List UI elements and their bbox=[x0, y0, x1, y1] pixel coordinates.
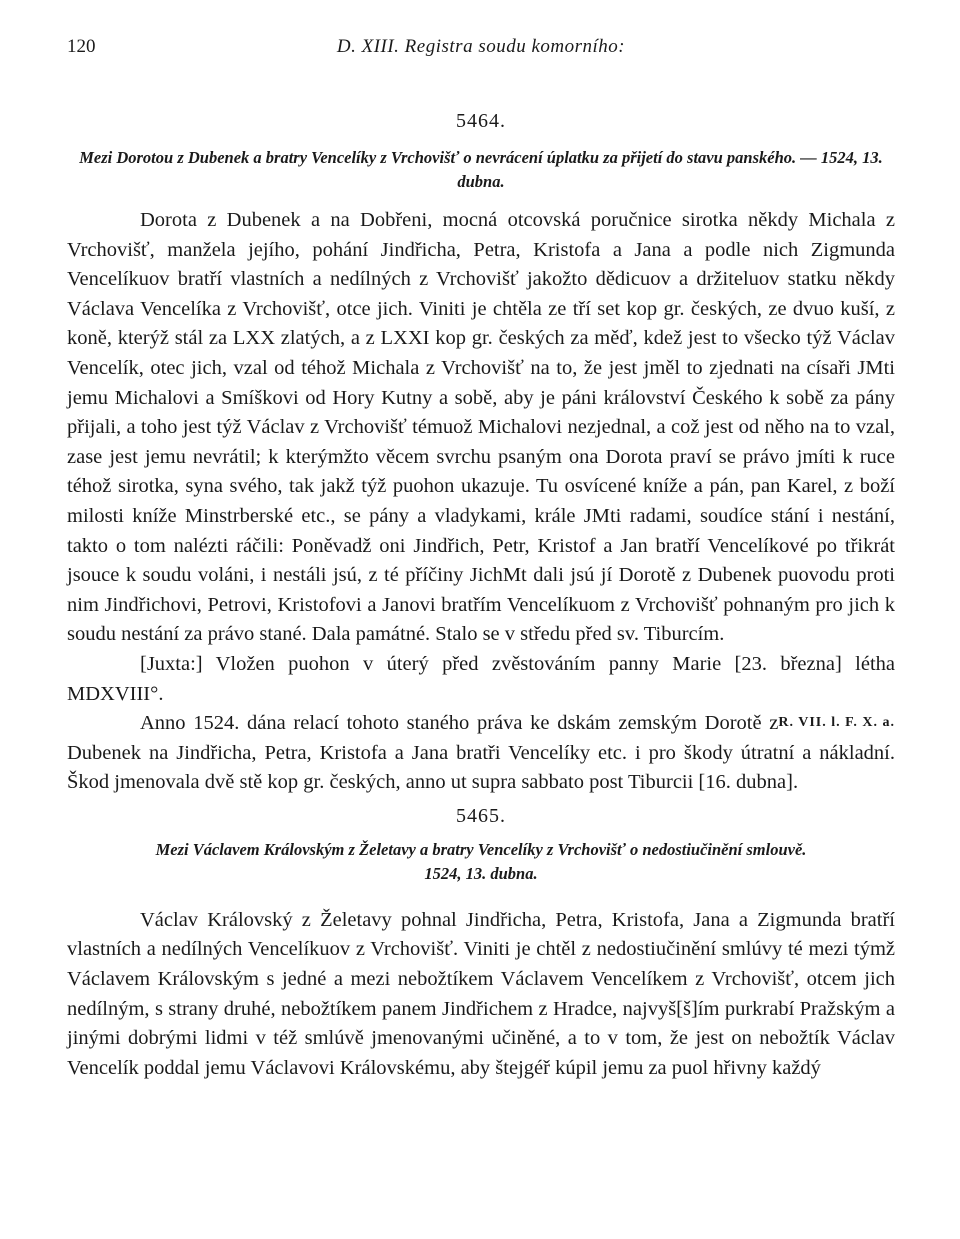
document-page bbox=[67, 36, 895, 1083]
entry-title-line: Mezi Václavem Královským z Želetavy a bratry Vencelíky z Vrchovišť o nedostiučinění smlouvě. bbox=[155, 839, 807, 859]
entry-title: Mezi Dorotou z Dubenek a bratry Vencelíky z Vrchovišť o nevrácení úplatku za přijetí do stavu panského. — 1524, 13. dubna. bbox=[79, 148, 883, 191]
entry-number: 5465. bbox=[456, 804, 506, 827]
entry-note-block bbox=[67, 709, 895, 798]
running-title: D. XIII. Registra soudu komorního: bbox=[336, 36, 626, 57]
entry-title bbox=[67, 838, 895, 886]
entry-title-date: 1524, 13. dubna. bbox=[424, 863, 538, 883]
running-head bbox=[67, 36, 895, 66]
page-number: 120 bbox=[67, 36, 96, 57]
archival-signature: R. VII. l. F. X. a. bbox=[778, 715, 895, 731]
entry-paragraph: Dorota z Dubenek a na Dobřeni, mocná otcovská poručnice sirotka někdy Michala z Vrchovišť, manžela jejího, pohání Jindřicha, Petra, Kristofa a Jana a podle nich Zigmunda Vencelíkuov bratří vlastních a nedílných z Vrchovišť jakožto dědicuov a držiteluov statku někdy Václava Vencelíka z Vrchovišť, otce jich. Viniti je chtěla ze tří set kop gr. českých, ze dvuo kuší, z koně, kterýž stál za LXX zlatých, a z LXXI kop gr. českých za měď, kdež jest to všecko týž Václav Vencelík, otec jich, vzal od téhož Michala z Vrchovišť na to, že jest jměl to zjednati na císaři JMti jemu Michalovi a Smíškovi od Hory Kutny a sobě, aby je páni království Českého k sobě za pány přijali, a toho jest týž Václav z Vrchovišť témuož Michalovi nezjednal, a což jest od něho na to vzal, zase jest jemu nevrátil; k kterýmžto věcem svrchu psaným ona Dorota praví se právo jmíti k ruce téhož sirotka, syna svého, tak jakž týž puohon ukazuje. Tu osvícené kníže a pán, pan Karel, z boží milosti kníže Minstrberské etc., se pány a vladykami, krále JMti radami, soudíce stání i nestání, takto o tom nalézti ráčili: Poněvadž oni Jindřich, Petr, Kristof a Jan bratří Vencelíkové po třikrát jsouce k soudu voláni, i nestáli jsú, z té příčiny JichMt dali jsú jí Dorotě z Dubenek puovodu proti nim Jindřichovi, Petrovi, Kristofovi a Janovi bratřím Vencelíkuom z Vrchovišť pohnaným pro jich k soudu nestání za právo stané. Dala památné. Stalo se v středu před sv. Tiburcím. bbox=[67, 209, 895, 646]
entry-paragraph: [Juxta:] Vložen puohon v úterý před zvěstováním panny Marie [23. března] létha MDXVIII°. bbox=[67, 652, 895, 705]
entry-paragraph: Václav Královský z Želetavy pohnal Jindřicha, Petra, Kristofa, Jana a Zigmunda bratří vlastních a nedílných Vencelíkuov z Vrchovišť. Viniti je chtěl z nedostiučinění smlúvy té mezi týmž Václavem Královským s jedné a mezi nebožtíkem Václavem Vencelíkem z Vrchovišť, otcem jich nedílným, s strany druhé, nebožtíkem panem Jindřichem z Hradce, najvyš[š]ím purkrabí Pražským a jinými dobrými lidmi v též smlúvě jmenovanými učiněné, a to v tom, že jest on nebožtík Václav Vencelík poddal jemu Václavovi Královskému, aby štejgéř kúpil jemu za puol hřivny každý bbox=[67, 908, 895, 1079]
entry-number: 5464. bbox=[456, 110, 506, 132]
entry-paragraph: Anno 1524. dána relací tohoto staného práva ke dskám zemským Dorotě z Dubenek na Jindřicha, Petra, Kristofa a Jana bratři Vencelíky etc. i pro škody útratní a nákladní. Škod jmenovala dvě stě kop gr. českých, anno ut supra sabbato post Tiburcii [16. dubna]. bbox=[67, 712, 895, 794]
